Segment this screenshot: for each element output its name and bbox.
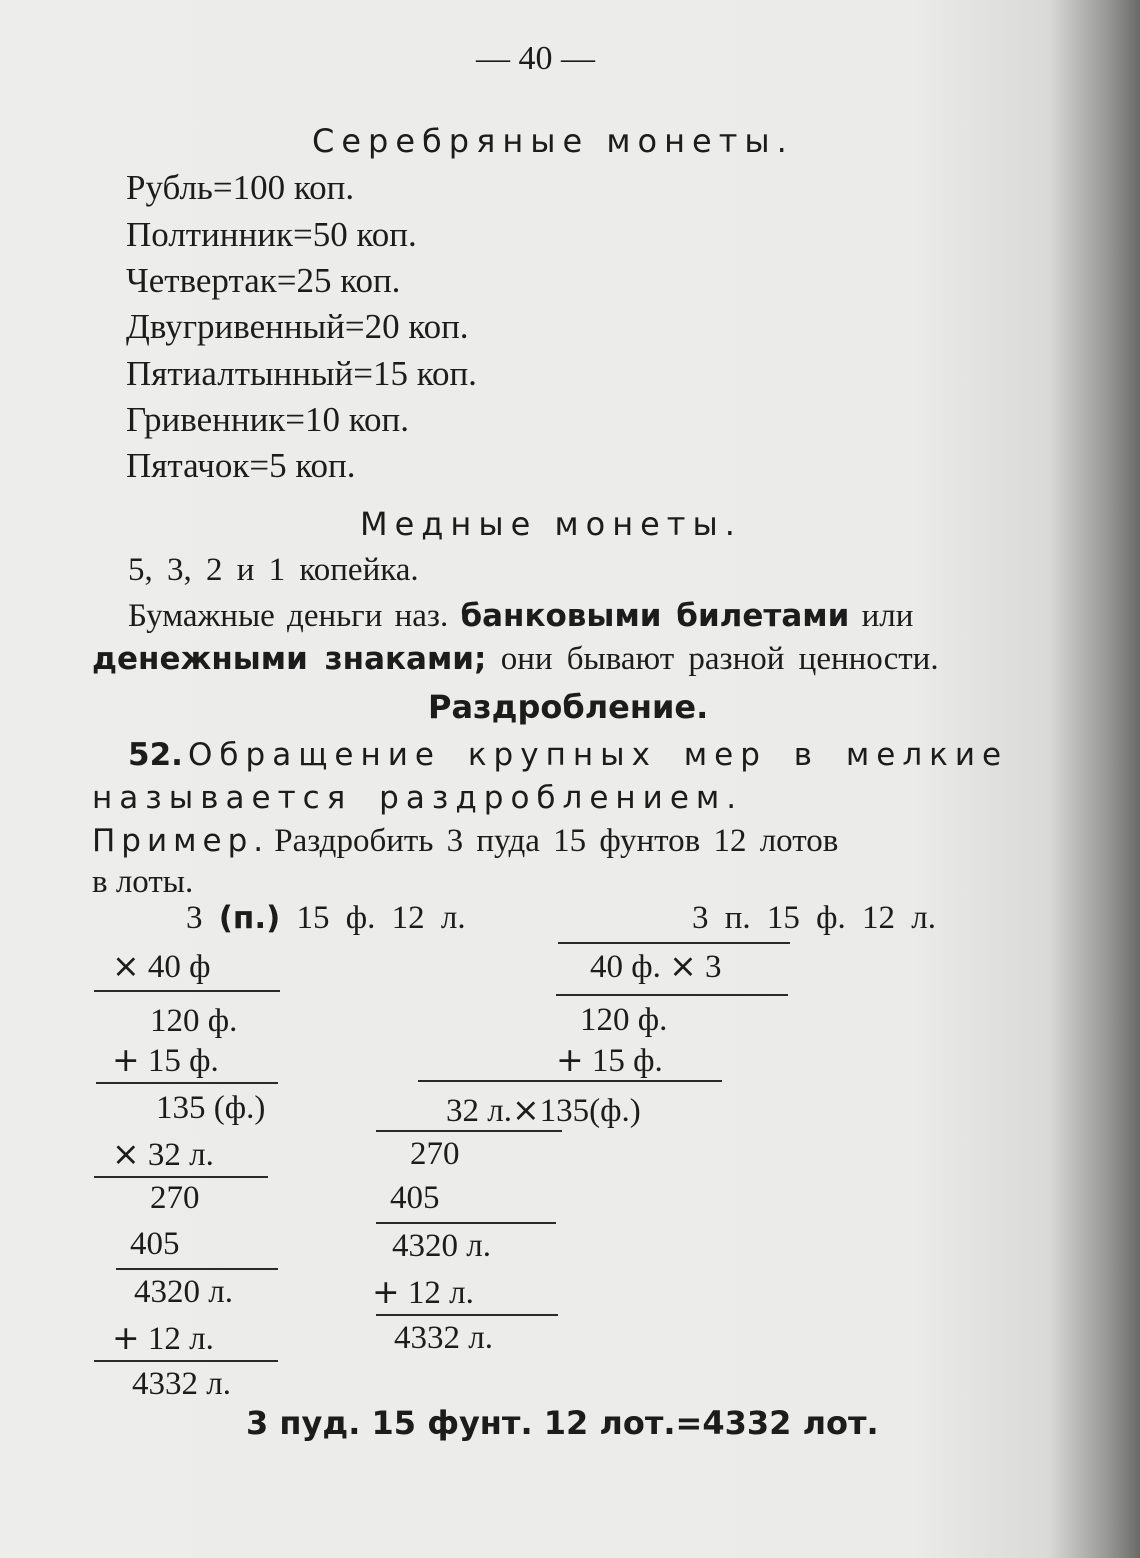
paper-money-text: или bbox=[861, 598, 914, 634]
right-calc-result-1: 120 ф. bbox=[580, 1002, 668, 1038]
right-calc-multiplier-1 bbox=[590, 946, 722, 986]
left-calc-addend-1 bbox=[112, 1040, 219, 1080]
left-calc-addend-value: 15 ф. bbox=[147, 1043, 219, 1079]
right-calc-final: 4332 л. bbox=[394, 1320, 493, 1356]
multiply-sign: × bbox=[511, 1090, 540, 1129]
left-calc-rest: 15 ф. 12 л. bbox=[296, 900, 466, 936]
left-calc-result-1: 120 ф. bbox=[150, 1003, 238, 1039]
silver-coin-item: Пятачок=5 коп. bbox=[126, 446, 356, 485]
right-calc-addend-value: 15 ф. bbox=[591, 1043, 663, 1079]
right-calc-multiplier-2 bbox=[446, 1090, 641, 1130]
plus-sign: + bbox=[372, 1272, 400, 1311]
left-calc-rule bbox=[94, 990, 280, 992]
paragraph-number: 52. bbox=[128, 737, 183, 773]
left-calc-rule bbox=[116, 1268, 278, 1270]
copper-coins-line: 5, 3, 2 и 1 копейка. bbox=[128, 552, 419, 588]
copper-coins-heading: Медные монеты. bbox=[360, 505, 742, 543]
rule-line-1 bbox=[128, 737, 1008, 773]
left-calc-pud: 3 bbox=[186, 900, 203, 936]
left-calc-pud-unit: (п.) bbox=[218, 900, 281, 936]
plus-sign: + bbox=[556, 1040, 584, 1079]
multiply-sign: × bbox=[112, 946, 140, 985]
right-calc-rule bbox=[558, 942, 790, 944]
left-calc-rule bbox=[94, 1360, 278, 1362]
silver-coin-item: Полтинник=50 коп. bbox=[126, 215, 417, 254]
rule-text: Обращение крупных мер в мелкие bbox=[188, 737, 1009, 773]
example-text: Раздробить 3 пуда 15 фунтов 12 лотов bbox=[274, 823, 839, 859]
right-calc-multiplier-value: 40 ф. bbox=[590, 949, 661, 985]
rule-line-2: называется раздроблением. bbox=[92, 780, 744, 816]
right-calc-addend-1 bbox=[556, 1040, 663, 1080]
section-title: Раздробление. bbox=[428, 688, 709, 726]
plus-sign: + bbox=[112, 1318, 140, 1357]
left-calc-multiplier-value: 40 ф bbox=[147, 949, 211, 985]
silver-coin-item: Гривенник=10 коп. bbox=[126, 400, 410, 439]
right-calc-multiplier-factor: 3 bbox=[705, 949, 722, 985]
example-line-1 bbox=[92, 823, 838, 860]
page-number: — 40 — bbox=[476, 40, 595, 77]
paper-money-text: Бумажные деньги наз. bbox=[128, 598, 449, 634]
right-calc-result-2: 4320 л. bbox=[392, 1228, 491, 1264]
multiply-sign: × bbox=[112, 1134, 140, 1173]
left-calc-multiplier-1 bbox=[112, 946, 211, 986]
right-calc-header: 3 п. 15 ф. 12 л. bbox=[692, 900, 937, 936]
example-label: Пример. bbox=[92, 823, 270, 859]
left-calc-multiplier-value: 32 л. bbox=[147, 1137, 214, 1173]
left-calc-header bbox=[186, 900, 466, 937]
paper-money-line-2 bbox=[92, 641, 939, 678]
silver-coin-item: Четвертак=25 коп. bbox=[126, 261, 401, 300]
right-calc-rule bbox=[376, 1314, 558, 1316]
left-calc-addend-2 bbox=[112, 1318, 214, 1358]
silver-coin-item: Рубль=100 коп. bbox=[126, 168, 355, 207]
right-calc-addend-value: 12 л. bbox=[407, 1275, 474, 1311]
left-calc-result-3: 4320 л. bbox=[134, 1274, 233, 1310]
left-calc-addend-value: 12 л. bbox=[147, 1321, 214, 1357]
paper-money-term: банковыми билетами bbox=[460, 598, 850, 634]
left-calc-partial-2: 405 bbox=[130, 1226, 180, 1262]
right-calc-multiplier-factor: 135(ф.) bbox=[539, 1093, 641, 1129]
paper-money-line-1 bbox=[128, 598, 913, 635]
silver-coin-item: Пятиалтынный=15 коп. bbox=[126, 354, 477, 393]
left-calc-partial-1: 270 bbox=[150, 1180, 200, 1216]
right-calc-rule bbox=[418, 1080, 722, 1082]
left-calc-rule bbox=[96, 1082, 278, 1084]
right-calc-multiplier-value: 32 л. bbox=[446, 1093, 512, 1129]
conclusion: 3 пуд. 15 фунт. 12 лот.=4332 лот. bbox=[246, 1404, 879, 1442]
right-calc-addend-2 bbox=[372, 1272, 474, 1312]
right-calc-rule bbox=[556, 994, 788, 996]
left-calc-multiplier-2 bbox=[112, 1134, 214, 1174]
paper-money-text: они бывают разной ценности. bbox=[500, 641, 939, 677]
left-calc-final: 4332 л. bbox=[132, 1366, 231, 1402]
example-line-2: в лоты. bbox=[92, 864, 194, 900]
left-calc-rule bbox=[94, 1176, 268, 1178]
right-calc-partial-2: 405 bbox=[390, 1180, 440, 1216]
right-calc-rule bbox=[376, 1130, 562, 1132]
right-calc-rule bbox=[376, 1222, 556, 1224]
right-calc-partial-1: 270 bbox=[410, 1136, 460, 1172]
multiply-sign: × bbox=[669, 946, 697, 985]
plus-sign: + bbox=[112, 1040, 140, 1079]
left-calc-result-2: 135 (ф.) bbox=[156, 1090, 266, 1126]
paper-money-term: денежными знаками; bbox=[92, 641, 487, 677]
silver-coin-item: Двугривенный=20 коп. bbox=[126, 307, 469, 346]
silver-coins-heading: Серебряные монеты. bbox=[312, 122, 794, 160]
